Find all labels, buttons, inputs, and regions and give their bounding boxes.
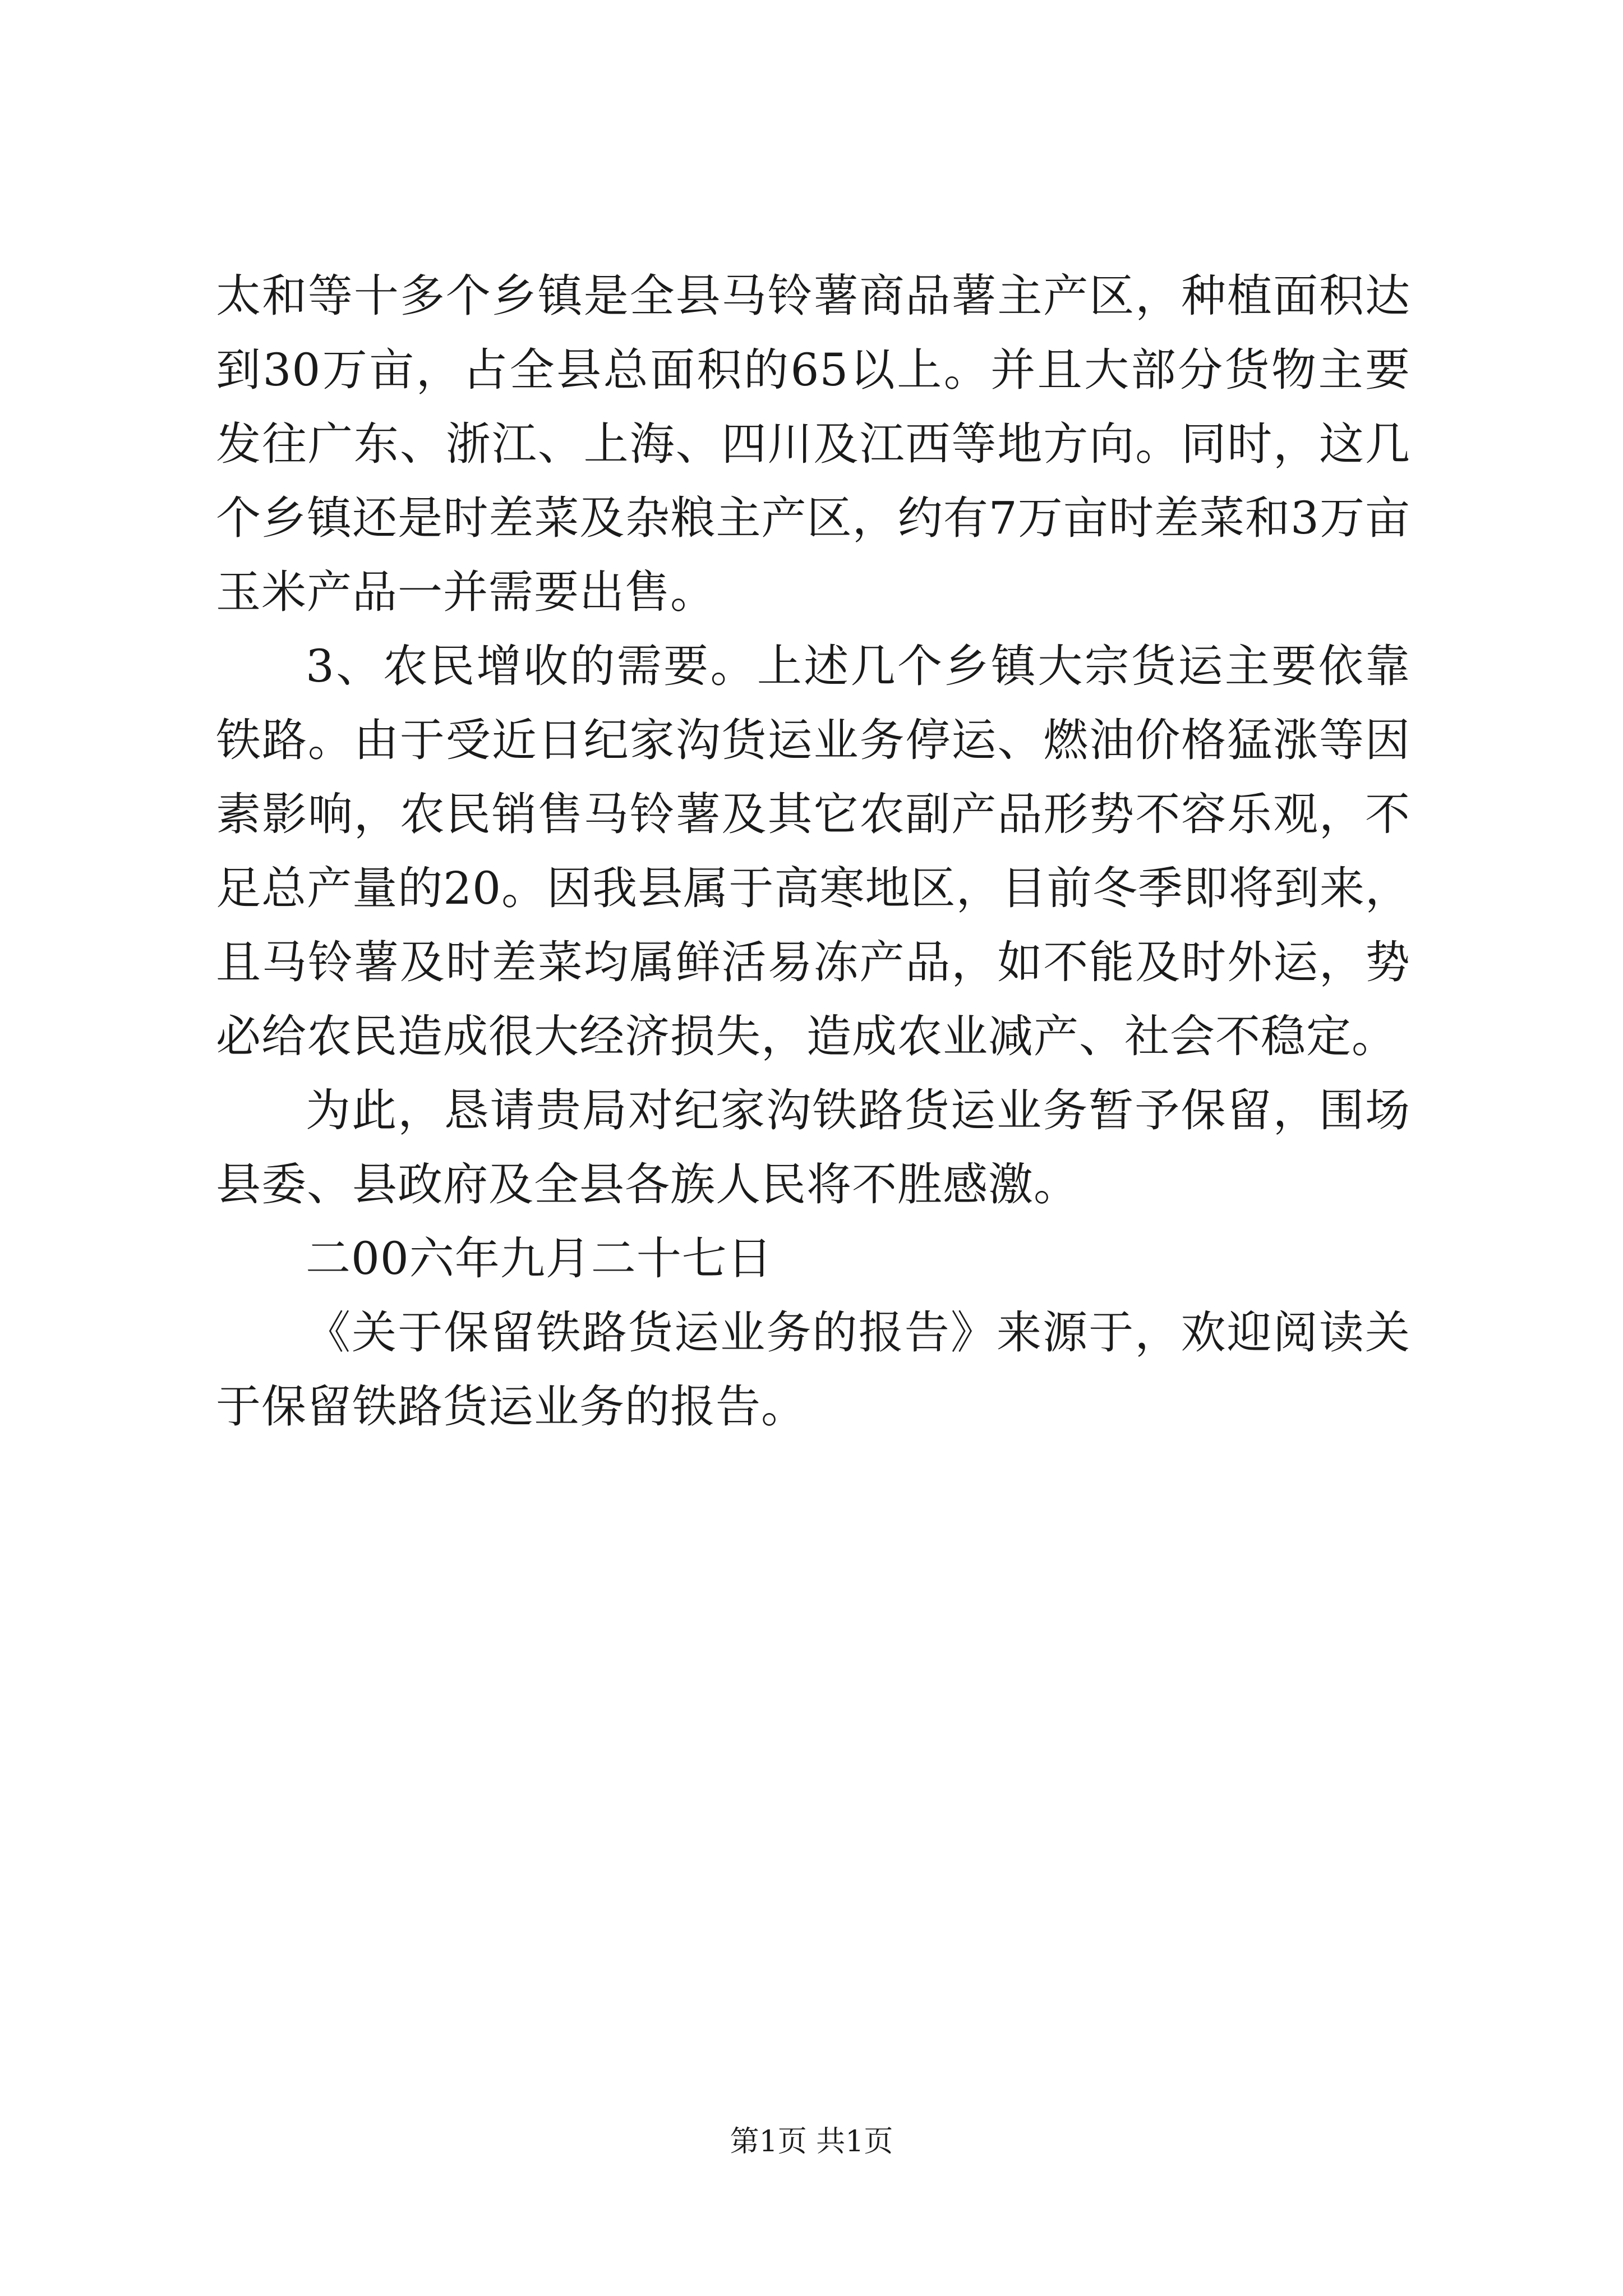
paragraph-date: 二00六年九月二十七日 <box>306 1232 773 1285</box>
paragraph-source-note: 《关于保留铁路货运业务的报告》来源于，欢迎阅读关于保留铁路货运业务的报告。 <box>216 1306 1410 1433</box>
paragraph-request: 为此，恳请贵局对纪家沟铁路货运业务暂予保留，围场县委、县政府及全县各族人民将不胜感激。 <box>216 1084 1410 1211</box>
paragraph-farmer-income: 3、农民增收的需要。上述几个乡镇大宗货运主要依靠铁路。由于受近日纪家沟货运业务停运、燃油价格猛涨等因素影响，农民销售马铃薯及其它农副产品形势不容乐观，不足总产量的20。因我县属于高寒地区，目前冬季即将到来，且马铃薯及时差菜均属鲜活易冻产品，如不能及时外运，势必给农民造成很大经济损失，造成农业减产、社会不稳定。 <box>216 640 1410 1062</box>
page-number-footer: 第1页 共1页 <box>730 2125 893 2159</box>
paragraph-crop-areas: 太和等十多个乡镇是全县马铃薯商品薯主产区，种植面积达到30万亩，占全县总面积的65以上。并且大部分货物主要发往广东、浙江、上海、四川及江西等地方向。同时，这几个乡镇还是时差菜及杂粮主产区，约有7万亩时差菜和3万亩玉米产品一并需要出售。 <box>216 270 1410 618</box>
document-body <box>216 259 1410 1444</box>
